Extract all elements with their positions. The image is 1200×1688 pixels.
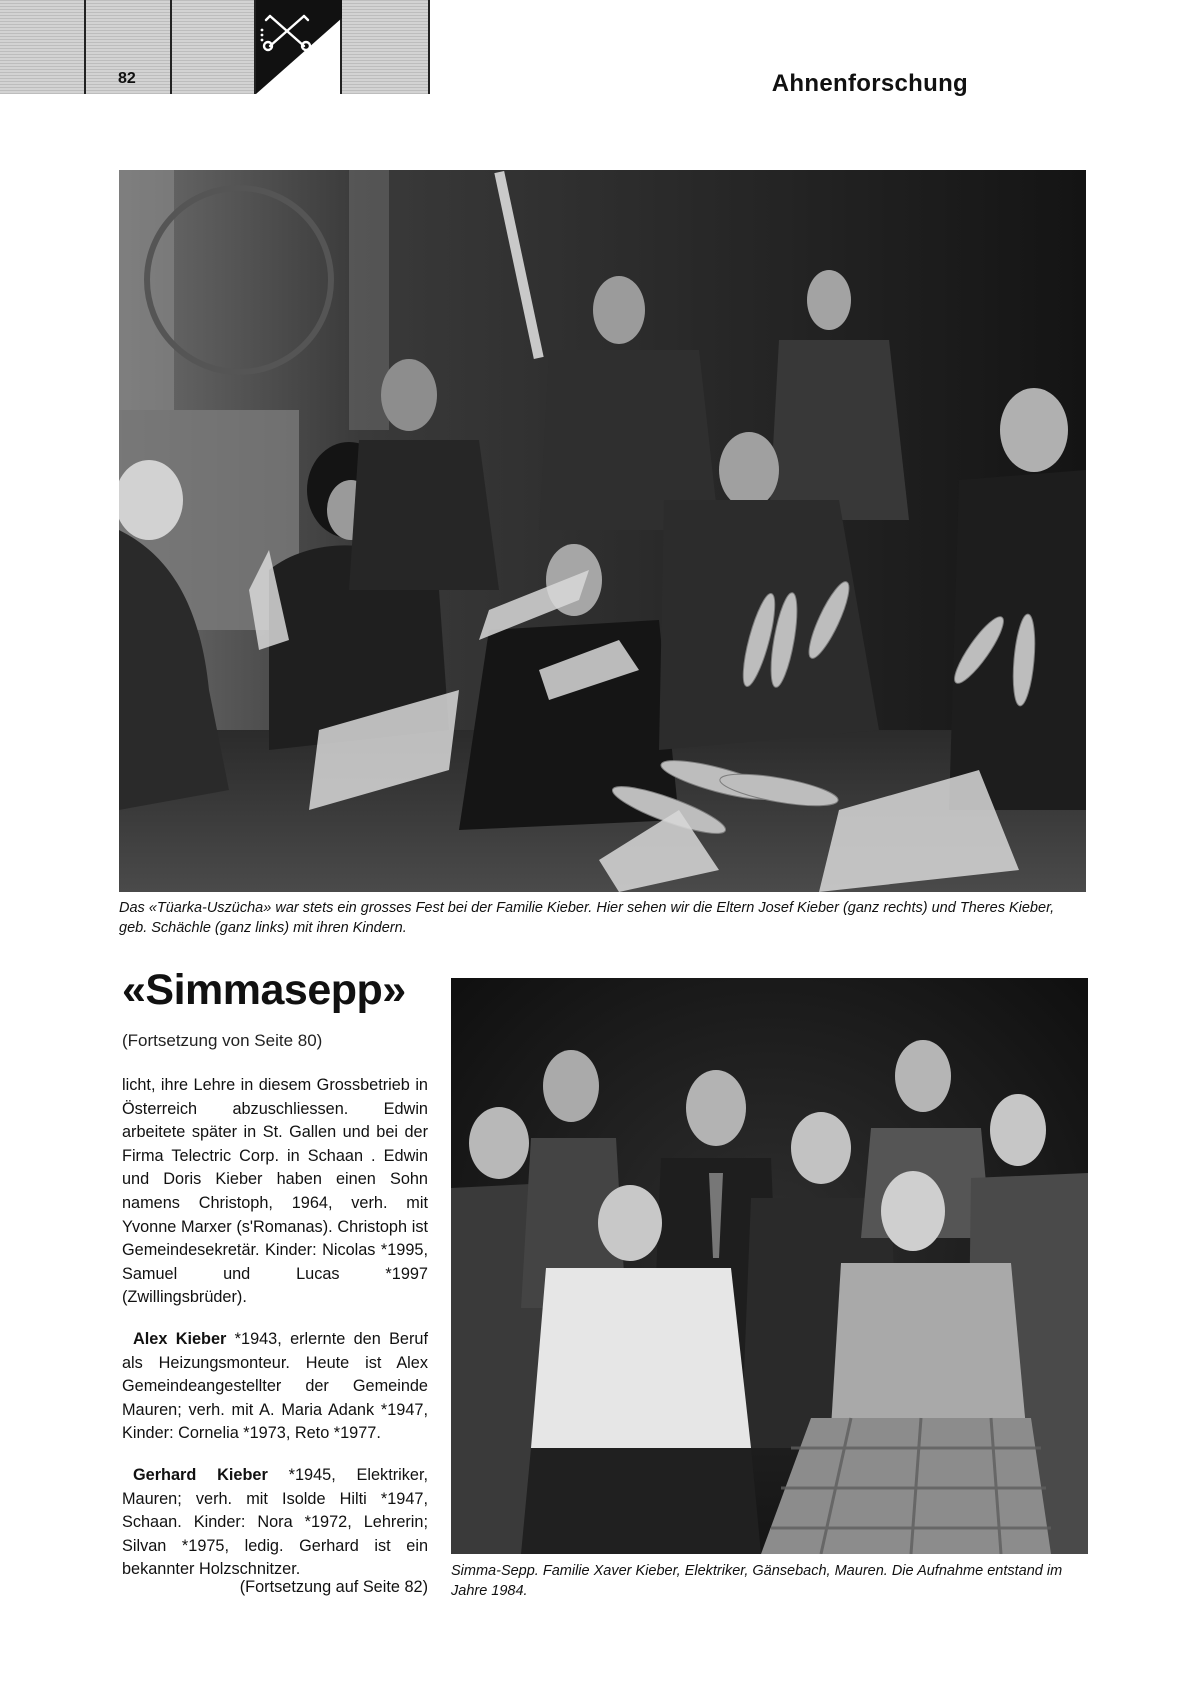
paragraph-text: *1945, Elektriker, Mauren; verh. mit Isolde Hilti *1947, Schaan. Kinder: Nora *1972, Lehrerin; Silvan *1975, ledig. Gerhard ist ein bekannter Holzschnitzer. — [122, 1465, 428, 1579]
article-paragraph — [122, 1328, 428, 1446]
page-number: 82 — [118, 70, 136, 87]
person-name: Gerhard Kieber — [133, 1465, 268, 1484]
crossed-keys-emblem-icon — [256, 0, 342, 94]
article-paragraph — [122, 1464, 428, 1582]
section-title: Ahnenforschung — [771, 70, 968, 97]
paragraph-text: *1943, erlernte den Beruf als Heizungsmonteur. Heute ist Alex Gemeindeangestellter der Gemeinde Mauren; verh. mit A. Maria Adank *1947, Kinder: Cornelia *1973, Reto *1977. — [122, 1329, 428, 1443]
header-strip — [0, 0, 430, 94]
article-body — [122, 1074, 428, 1600]
family-photo-caption: Simma-Sepp. Familie Xaver Kieber, Elektriker, Gänsebach, Mauren. Die Aufnahme entstand im Jahre 1984. — [451, 1563, 1063, 1599]
person-name: Alex Kieber — [133, 1329, 227, 1348]
article-title: «Simmasepp» — [122, 966, 406, 1014]
family-portrait-photo — [451, 978, 1088, 1554]
top-photo-caption: Das «Tüarka-Uszücha» war stets ein grosses Fest bei der Familie Kieber. Hier sehen wir die Eltern Josef Kieber (ganz rechts) und Theres Kieber, geb. Schächle (ganz links) mit ihren Kindern. — [119, 900, 1055, 936]
continued-from-note: (Fortsetzung von Seite 80) — [122, 1031, 323, 1050]
header-cell — [172, 0, 256, 94]
continued-to-note: (Fortsetzung auf Seite 82) — [239, 1578, 428, 1596]
corn-husking-photo — [119, 170, 1086, 892]
header-cell — [0, 0, 86, 94]
header-cell — [342, 0, 428, 94]
article-paragraph: licht, ihre Lehre in diesem Grossbetrieb in Österreich abzuschliessen. Edwin arbeitete später in St. Gallen und bei der Firma Telectric Corp. in Schaan . Edwin und Doris Kieber haben einen Sohn namens Christoph, 1964, verh. mit Yvonne Marxer (s'Romanas). Christoph ist Gemeindesekretär. Kinder: Nicolas *1995, Samuel und Lucas *1997 (Zwillingsbrüder). — [122, 1076, 428, 1307]
header-emblem-cell — [256, 0, 342, 94]
